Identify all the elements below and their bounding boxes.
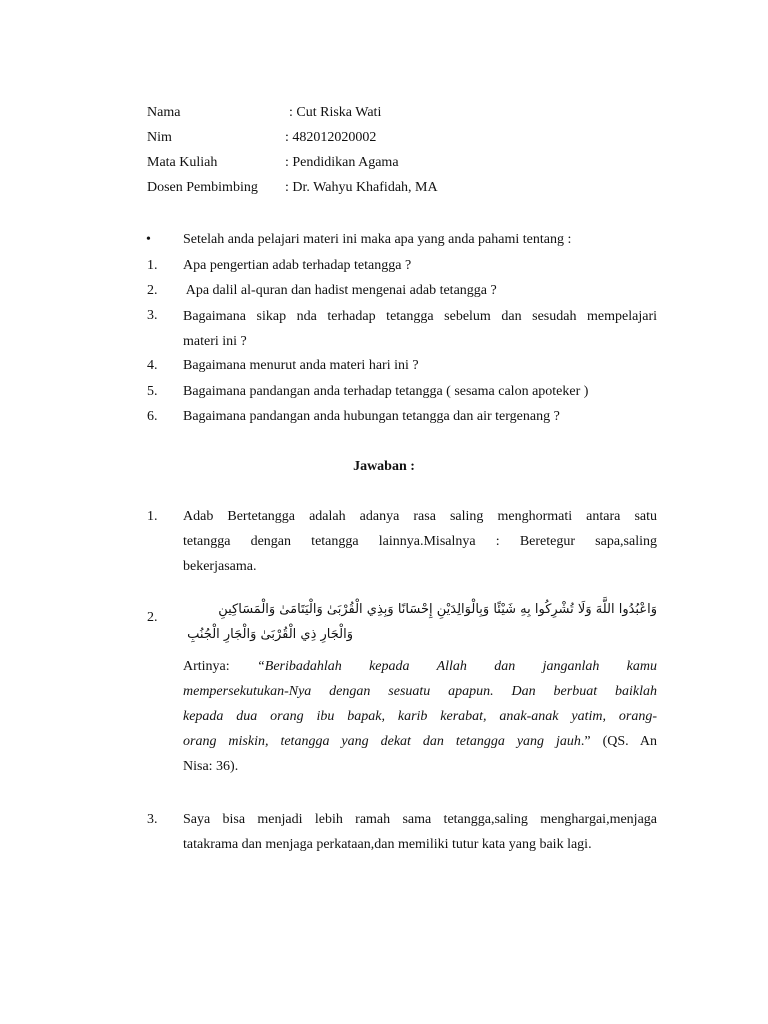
answer-1-text <box>183 504 657 579</box>
translation-line: kepada dua orang ibu bapak, karib kerabat, anak-anak yatim, orang- <box>183 709 657 724</box>
answer-number: 1. <box>147 509 158 524</box>
question-number: 4. <box>147 358 158 373</box>
questions-intro: Setelah anda pelajari materi ini maka apa yang anda pahami tentang : <box>183 232 572 247</box>
question-number: 5. <box>147 384 158 399</box>
translation-line: Nisa: 36). <box>183 759 239 774</box>
bullet-icon: • <box>146 232 151 247</box>
mata-kuliah-label: Mata Kuliah <box>147 155 218 170</box>
answer-2-translation <box>183 654 657 779</box>
artinya-label: Artinya: <box>183 659 230 674</box>
answer-line: tetangga dengan tetangga lainnya.Misalnya : Beretegur sapa,saling <box>183 534 657 549</box>
translation-line <box>183 654 657 679</box>
question-text: Bagaimana pandangan anda terhadap tetangga ( sesama calon apoteker ) <box>183 384 589 399</box>
nim-label: Nim <box>147 130 172 145</box>
answer-number: 2. <box>147 610 158 625</box>
answer-number: 3. <box>147 812 158 827</box>
mata-kuliah-value: : Pendidikan Agama <box>285 155 399 170</box>
answer-3-text <box>183 807 657 857</box>
answer-line: tatakrama dan menjaga perkataan,dan memiliki tutur kata yang baik lagi. <box>183 837 592 852</box>
citation: .” (QS. An <box>580 734 657 749</box>
question-line: Bagaimana sikap nda terhadap tetangga sebelum dan sesudah mempelajari <box>183 309 657 324</box>
question-text <box>183 304 657 354</box>
jawaban-heading: Jawaban : <box>353 459 415 474</box>
nama-value: : Cut Riska Wati <box>289 105 382 120</box>
question-text: Bagaimana pandangan anda hubungan tetangga dan air tergenang ? <box>183 409 560 424</box>
dosen-value: : Dr. Wahyu Khafidah, MA <box>285 180 438 195</box>
quran-verse-line-1: وَاعْبُدُوا اللَّهَ وَلَا تُشْرِكُوا بِهِ شَيْئًا وَبِالْوَالِدَيْنِ إِحْسَانًا وَبِذِي الْقُرْبَىٰ وَالْيَتَامَىٰ وَالْمَسَاكِينِ <box>218 602 657 617</box>
question-number: 3. <box>147 308 158 323</box>
nim-value: : 482012020002 <box>285 130 377 145</box>
question-text: Apa pengertian adab terhadap tetangga ? <box>183 258 412 273</box>
translation-italic: orang miskin, tetangga yang dekat dan tetangga yang jauh <box>183 734 581 749</box>
quran-verse-line-2: وَالْجَارِ ذِي الْقُرْبَىٰ وَالْجَارِ الْجُنُبِ <box>187 627 353 642</box>
answer-line: Saya bisa menjadi lebih ramah sama tetangga,saling menghargai,menjaga <box>183 812 657 827</box>
translation-line: mempersekutukan-Nya dengan sesuatu apapun. Dan berbuat baiklah <box>183 684 657 699</box>
question-number: 2. <box>147 283 158 298</box>
question-text: Bagaimana menurut anda materi hari ini ? <box>183 358 419 373</box>
nama-label: Nama <box>147 105 181 120</box>
question-text: Apa dalil al-quran dan hadist mengenai adab tetangga ? <box>183 283 497 298</box>
translation-quote-start: “Beribadahlah kepada Allah dan janganlah kamu <box>256 659 658 674</box>
answer-line: Adab Bertetangga adalah adanya rasa saling menghormati antara satu <box>183 509 657 524</box>
question-number: 1. <box>147 258 158 273</box>
question-number: 6. <box>147 409 158 424</box>
question-line: materi ini ? <box>183 334 247 349</box>
answer-line: bekerjasama. <box>183 559 257 574</box>
translation-line <box>183 729 657 754</box>
dosen-label: Dosen Pembimbing <box>147 180 258 195</box>
